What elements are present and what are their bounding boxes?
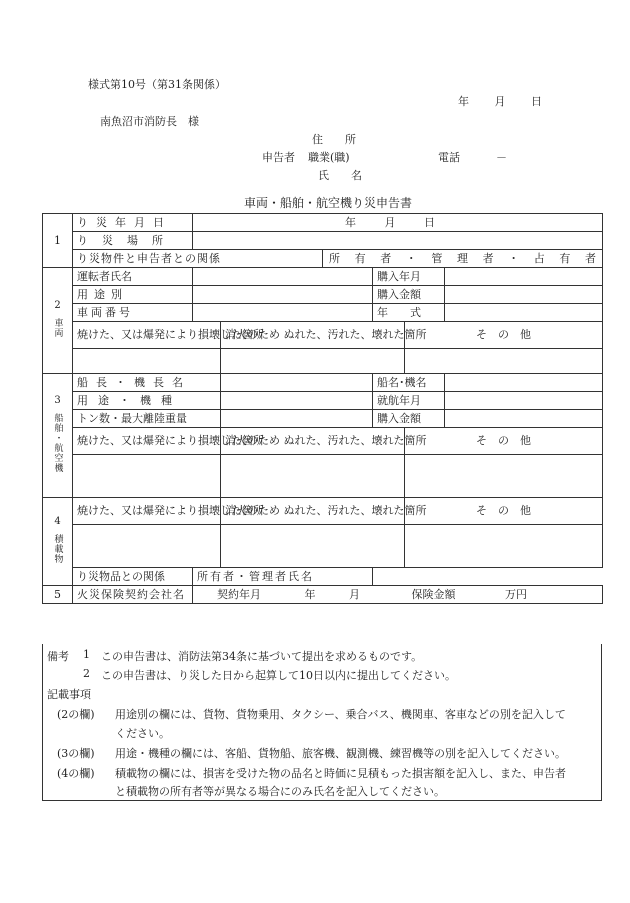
- insurance-fields[interactable]: [193, 586, 603, 604]
- insurance-amount-label: 保険金額: [411, 587, 456, 601]
- cargo-other-field[interactable]: [405, 525, 603, 568]
- disaster-place-field[interactable]: [193, 232, 603, 250]
- service-date-label: 就航年月: [373, 392, 445, 410]
- use-type-label: 用途別: [73, 286, 193, 304]
- vessel-purchase-price-label: 購入金額: [373, 410, 445, 428]
- disaster-date-field[interactable]: [193, 214, 603, 232]
- note1-number: 1: [83, 648, 90, 661]
- vessel-name-field[interactable]: [445, 374, 603, 392]
- vehicle-number-field[interactable]: [193, 304, 373, 322]
- vessel-use-label: 用途・機種: [73, 392, 221, 410]
- cargo-wet-label: 消火のため ぬれた、汚れた、壊れた箇所: [221, 498, 405, 525]
- phone-label: 電話: [438, 151, 460, 164]
- relation-option-char: 有: [354, 251, 366, 265]
- purchase-price-field[interactable]: [445, 286, 603, 304]
- vehicle-other-field[interactable]: [405, 349, 603, 374]
- relation-option-char: 理: [456, 251, 468, 265]
- model-year-field[interactable]: [445, 304, 603, 322]
- submission-date: [458, 93, 542, 109]
- cargo-burned-label: 焼けた、又は爆発により損壊した箇所: [73, 498, 221, 525]
- cargo-burned-field[interactable]: [73, 525, 221, 568]
- col3-text: 用途・機種の欄には、客船、貨物船、旅客機、観測機、練習機等の別を記入してください。: [115, 747, 566, 760]
- relation-options[interactable]: [323, 250, 603, 268]
- cargo-owner-label: 所有者・管理者氏名: [193, 568, 373, 586]
- disaster-month: 月: [384, 215, 396, 229]
- form-number: 様式第10号（第31条関係）: [88, 78, 226, 91]
- disaster-day: 日: [424, 215, 435, 229]
- contract-month: 月: [349, 587, 360, 601]
- yen-unit: 万円: [505, 587, 527, 601]
- cargo-owner-field[interactable]: [373, 568, 603, 586]
- relation-option-char: 者: [380, 251, 392, 265]
- section1-number: 1: [43, 214, 73, 268]
- section3-side: [43, 374, 73, 498]
- vessel-other-field[interactable]: [405, 455, 603, 498]
- vessel-purchase-price-field[interactable]: [445, 410, 603, 428]
- relation-option-char: 所: [329, 251, 340, 265]
- col4-text-line1: 積載物の欄には、損害を受けた物の品名と時価に見積もった損害額を記入し、また、申告者: [115, 767, 566, 780]
- name-label: 氏 名: [318, 169, 362, 182]
- notes-box: [42, 644, 602, 801]
- page-title: 車両・船舶・航空機り災申告書: [244, 196, 413, 210]
- relation-option-char: 有: [559, 251, 571, 265]
- vessel-burned-field[interactable]: [73, 455, 221, 498]
- captain-name-field[interactable]: [221, 374, 373, 392]
- insurer-label: 火災保険契約会社名: [73, 586, 193, 604]
- col2-text-line2: ください。: [115, 727, 170, 740]
- relation-option-char: ・: [405, 251, 417, 265]
- vessel-wet-label: 消火のため ぬれた、汚れた、壊れた箇所: [221, 428, 405, 455]
- report-form-table: [42, 213, 603, 604]
- section3-side-label: 船舶・航空機: [52, 413, 63, 473]
- col3-label: (3の欄): [57, 747, 95, 760]
- section2-number: 2: [54, 300, 61, 311]
- driver-name-label: 運転者氏名: [73, 268, 193, 286]
- phone-dash: －: [496, 151, 507, 164]
- vehicle-number-label: 車両番号: [73, 304, 193, 322]
- model-year-label: 年 式: [373, 304, 445, 322]
- relation-label: り災物件と申告者との関係: [73, 250, 323, 268]
- cargo-wet-field[interactable]: [221, 525, 405, 568]
- captain-name-label: 船長・機長名: [73, 374, 221, 392]
- biko-label: 備考: [47, 650, 69, 663]
- section4-side-label: 積載物: [52, 534, 63, 564]
- tonnage-label: トン数・最大離陸重量: [73, 410, 221, 428]
- vehicle-burned-field[interactable]: [73, 349, 221, 374]
- addressee: 南魚沼市消防長 様: [100, 115, 199, 128]
- section2-side-label: 車両: [52, 318, 63, 338]
- cargo-relation-label: り災物品との関係: [73, 568, 193, 586]
- vessel-wet-field[interactable]: [221, 455, 405, 498]
- section4-number: 4: [54, 516, 61, 527]
- purchase-price-label: 購入金額: [373, 286, 445, 304]
- contract-date-label: 契約年月: [217, 587, 261, 601]
- driver-name-field[interactable]: [193, 268, 373, 286]
- vehicle-burned-label: 焼けた、又は爆発により損壊した箇所: [73, 322, 221, 349]
- relation-option-char: ・: [508, 251, 520, 265]
- purchase-date-label: 購入年月: [373, 268, 445, 286]
- note2-text: この申告書は、り災した日から起算して10日以内に提出してください。: [101, 669, 456, 682]
- relation-option-char: 者: [482, 251, 494, 265]
- cargo-other-label: そ の 他: [405, 498, 603, 525]
- vessel-use-field[interactable]: [221, 392, 373, 410]
- vessel-other-label: そ の 他: [405, 428, 603, 455]
- contract-year: 年: [304, 587, 316, 601]
- tonnage-field[interactable]: [221, 410, 373, 428]
- date-month: 月: [494, 95, 506, 108]
- vehicle-other-label: そ の 他: [405, 322, 603, 349]
- section4-side: [43, 498, 73, 586]
- section3-number: 3: [54, 395, 61, 406]
- occupation-label: 職業(職): [308, 151, 350, 164]
- address-label: 住 所: [312, 133, 356, 146]
- disaster-date-label: り災年月日: [73, 214, 193, 232]
- purchase-date-field[interactable]: [445, 268, 603, 286]
- vessel-name-label: 船名･機名: [373, 374, 445, 392]
- date-day: 日: [531, 95, 542, 108]
- relation-option-char: 管: [431, 251, 443, 265]
- date-year: 年: [458, 95, 469, 108]
- applicant-label: 申告者: [262, 151, 295, 164]
- col4-label: (4の欄): [57, 767, 95, 780]
- section5-number: 5: [43, 586, 73, 604]
- col2-text-line1: 用途別の欄には、貨物、貨物乗用、タクシー、乗合バス、機関車、客車などの別を記入して: [115, 708, 566, 721]
- note1-text: この申告書は、消防法第34条に基づいて提出を求めるものです。: [101, 650, 423, 663]
- use-type-field[interactable]: [193, 286, 373, 304]
- disaster-place-label: り災場所: [73, 232, 193, 250]
- section2-side: [43, 268, 73, 374]
- relation-option-char: 占: [533, 251, 545, 265]
- note2-number: 2: [83, 667, 90, 680]
- vehicle-wet-label: 消火のため ぬれた、汚れた、壊れた箇所: [221, 322, 405, 349]
- service-date-field[interactable]: [445, 392, 603, 410]
- kisai-label: 記載事項: [47, 688, 91, 701]
- col2-label: (2の欄): [57, 708, 95, 721]
- relation-option-char: 者: [584, 251, 596, 265]
- vehicle-wet-field[interactable]: [221, 349, 405, 374]
- vessel-burned-label: 焼けた、又は爆発により損壊した箇所: [73, 428, 221, 455]
- disaster-year: 年: [345, 215, 356, 229]
- col4-text-line2: と積載物の所有者等が異なる場合にのみ氏名を記入してください。: [115, 785, 445, 798]
